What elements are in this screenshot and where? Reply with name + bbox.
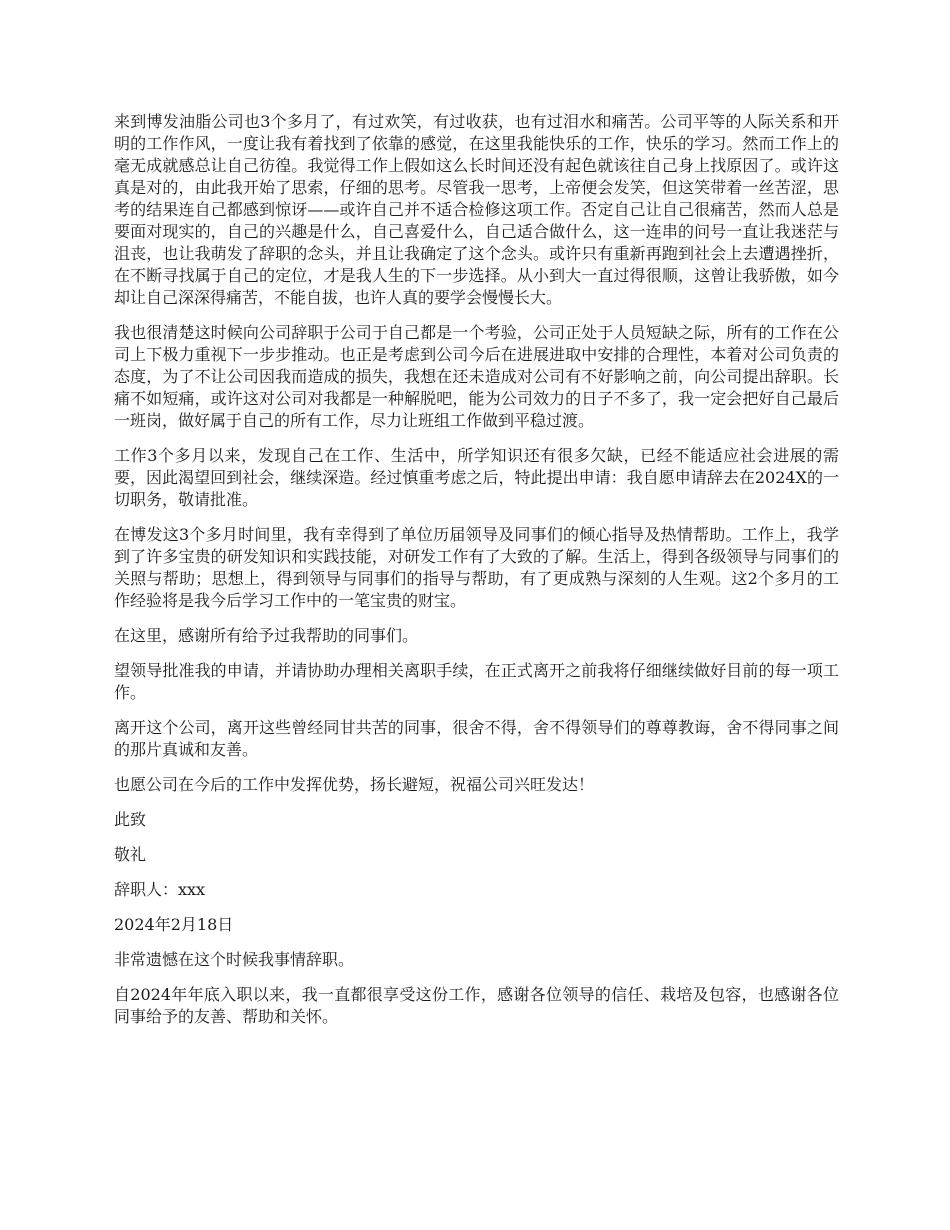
closing-salutation: 此致 [114,810,147,829]
paragraph: 在博发这3个多月时间里，我有幸得到了单位历届领导及同事们的倾心指导及热情帮助。工作上，我学到了许多宝贵的研发知识和实践技能，对研发工作有了大致的了解。生活上，得到各级领导与同事们的关照与帮助；思想上，得到领导与同事们的指导与帮助，有了更成熟与深刻的人生观。这2个多月的工作经验将是我今后学习工作中的一笔宝贵的财宝。 [114,525,839,610]
paragraph: 望领导批准我的申请，并请协助办理相关离职手续，在正式离开之前我将仔细继续做好目前的每一项工作。 [114,661,839,702]
paragraph: 离开这个公司，离开这些曾经同甘共苦的同事，很舍不得，舍不得领导们的尊尊教诲，舍不得同事之间的那片真诚和友善。 [114,718,839,759]
paragraph: 在这里，感谢所有给予过我帮助的同事们。 [114,626,419,645]
closing-regards: 敬礼 [114,845,147,864]
document-body [114,111,839,1041]
signature-line: 辞职人：xxx [114,880,206,899]
paragraph: 非常遗憾在这个时候我事情辞职。 [114,950,355,969]
paragraph: 自2024年年底入职以来，我一直都很享受这份工作，感谢各位领导的信任、栽培及包容，也感谢各位同事给予的友善、帮助和关怀。 [114,985,839,1026]
paragraph: 我也很清楚这时候向公司辞职于公司于自己都是一个考验，公司正处于人员短缺之际，所有的工作在公司上下极力重视下一步步推动。也正是考虑到公司今后在进展进取中安排的合理性，本着对公司负责的态度，为了不让公司因我而造成的损失，我想在还未造成对公司有不好影响之前，向公司提出辞职。长痛不如短痛，或许这对公司对我都是一种解脱吧，能为公司效力的日子不多了，我一定会把好自己最后一班岗，做好属于自己的所有工作，尽力让班组工作做到平稳过渡。 [114,323,839,430]
paragraph: 也愿公司在今后的工作中发挥优势，扬长避短，祝福公司兴旺发达！ [114,775,595,794]
paragraph: 来到博发油脂公司也3个多月了，有过欢笑，有过收获，也有过泪水和痛苦。公司平等的人际关系和开明的工作作风，一度让我有着找到了依靠的感觉，在这里我能快乐的工作，快乐的学习。然而工作上的毫无成就感总让自己彷徨。我觉得工作上假如这么长时间还没有起色就该往自己身上找原因了。或许这真是对的，由此我开始了思索，仔细的思考。尽管我一思考，上帝便会发笑，但这笑带着一丝苦涩，思考的结果连自己都感到惊讶——或许自己并不适合检修这项工作。否定自己让自己很痛苦，然而人总是要面对现实的，自己的兴趣是什么，自己喜爱什么，自己适合做什么，这一连串的问号一直让我迷茫与沮丧，也让我萌发了辞职的念头，并且让我确定了这个念头。或许只有重新再跑到社会上去遭遇挫折，在不断寻找属于自己的定位，才是我人生的下一步选择。从小到大一直过得很顺，这曾让我骄傲，如今却让自己深深得痛苦，不能自拔，也许人真的要学会慢慢长大。 [114,112,839,307]
date-line: 2024年2月18日 [114,915,234,934]
paragraph: 工作3个多月以来，发现自己在工作、生活中，所学知识还有很多欠缺，已经不能适应社会进展的需要，因此渴望回到社会，继续深造。经过慎重考虑之后，特此提出申请：我自愿申请辞去在2024X的一切职务，敬请批准。 [114,446,839,509]
